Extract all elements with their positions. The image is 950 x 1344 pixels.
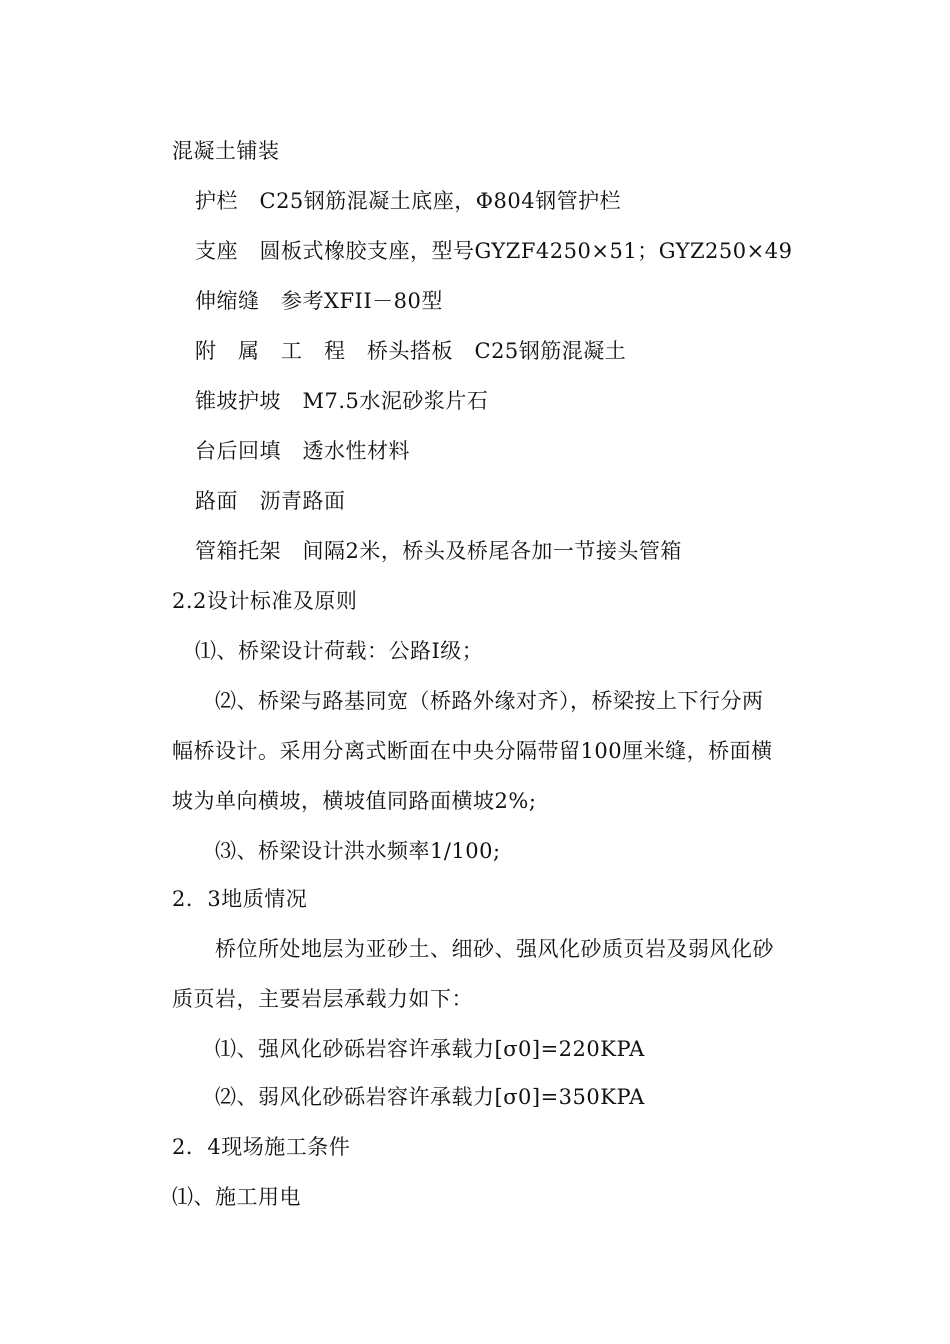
text-line-cone-slope: 锥坡护坡 M7.5水泥砂浆片石	[195, 389, 489, 413]
text-line-backfill: 台后回填 透水性材料	[195, 439, 410, 463]
text-line-guardrail: 护栏 C25钢筋混凝土底座，Φ804钢管护栏	[195, 189, 622, 213]
text-line-bearing: 支座 圆板式橡胶支座，型号GYZF4250×51；GYZ250×49	[195, 239, 793, 263]
text-line-bridge-width-cont-1: 幅桥设计。采用分离式断面在中央分隔带留100厘米缝，桥面横	[172, 739, 773, 763]
text-line-bridge-width: ⑵、桥梁与路基同宽（桥路外缘对齐），桥梁按上下行分两	[215, 689, 764, 713]
text-line-construction-power: ⑴、施工用电	[172, 1185, 301, 1209]
text-line-bearing-capacity-2: ⑵、弱风化砂砾岩容许承载力[σ0]=350KPA	[215, 1085, 645, 1109]
text-line-bearing-capacity-1: ⑴、强风化砂砾岩容许承载力[σ0]=220KPA	[215, 1037, 645, 1061]
section-heading-2-4: 2．4现场施工条件	[172, 1135, 351, 1159]
text-line-concrete-paving: 混凝土铺装	[172, 139, 280, 163]
text-line-geology-cont: 质页岩，主要岩层承载力如下：	[172, 987, 473, 1011]
section-heading-2-2: 2.2设计标准及原则	[172, 589, 358, 613]
text-line-flood-frequency: ⑶、桥梁设计洪水频率1/100;	[215, 839, 501, 863]
text-line-geology: 桥位所处地层为亚砂土、细砂、强风化砂质页岩及弱风化砂	[215, 937, 774, 961]
text-line-pipe-bracket: 管箱托架 间隔2米，桥头及桥尾各加一节接头管箱	[195, 539, 682, 563]
text-line-design-load: ⑴、桥梁设计荷载：公路Ⅰ级；	[195, 639, 484, 663]
section-heading-2-3: 2．3地质情况	[172, 887, 308, 911]
text-line-auxiliary-works: 附 属 工 程 桥头搭板 C25钢筋混凝土	[195, 339, 627, 363]
text-line-pavement: 路面 沥青路面	[195, 489, 346, 513]
text-line-bridge-width-cont-2: 坡为单向横坡，横坡值同路面横坡2%;	[172, 789, 537, 813]
text-line-expansion-joint: 伸缩缝 参考XFII－80型	[195, 289, 443, 313]
